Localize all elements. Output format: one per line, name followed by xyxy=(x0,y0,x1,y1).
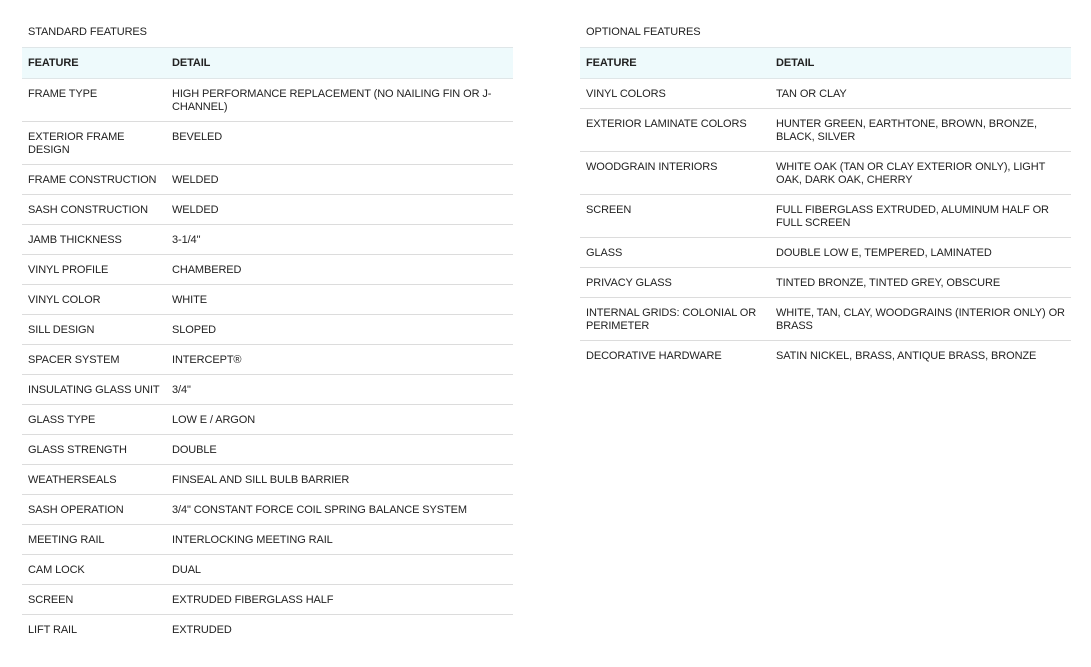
optional-features-title: OPTIONAL FEATURES xyxy=(586,26,701,38)
feature-cell: JAMB THICKNESS xyxy=(22,225,166,255)
feature-cell: WEATHERSEALS xyxy=(22,465,166,495)
feature-cell: VINYL PROFILE xyxy=(22,255,166,285)
table-row xyxy=(580,238,1071,268)
detail-column-header: DETAIL xyxy=(166,48,513,79)
feature-column-header: FEATURE xyxy=(580,48,770,79)
table-row xyxy=(580,152,1071,195)
detail-cell: WHITE xyxy=(166,285,513,315)
detail-cell: FULL FIBERGLASS EXTRUDED, ALUMINUM HALF OR FULL SCREEN xyxy=(770,195,1071,238)
detail-cell: TINTED BRONZE, TINTED GREY, OBSCURE xyxy=(770,268,1071,298)
table-row xyxy=(22,555,513,585)
table-row xyxy=(22,465,513,495)
standard-features-body xyxy=(22,79,513,645)
feature-cell: VINYL COLORS xyxy=(580,79,770,109)
table-row xyxy=(22,435,513,465)
feature-cell: SASH OPERATION xyxy=(22,495,166,525)
detail-cell: CHAMBERED xyxy=(166,255,513,285)
feature-cell: LIFT RAIL xyxy=(28,624,78,636)
table-row xyxy=(22,315,513,345)
feature-cell: GLASS TYPE xyxy=(22,405,166,435)
feature-cell: SPACER SYSTEM xyxy=(22,345,166,375)
table-row xyxy=(22,122,513,165)
detail-cell: DOUBLE xyxy=(166,435,513,465)
feature-cell: SCREEN xyxy=(580,195,770,238)
detail-cell: HIGH PERFORMANCE REPLACEMENT (NO NAILING FIN OR J-CHANNEL) xyxy=(166,79,513,122)
table-row xyxy=(580,195,1071,238)
detail-cell: INTERCEPT® xyxy=(166,345,513,375)
table-header-row xyxy=(22,48,513,79)
table-row xyxy=(580,268,1071,298)
table-row xyxy=(22,255,513,285)
table-row xyxy=(22,495,513,525)
detail-cell: WHITE OAK (TAN OR CLAY EXTERIOR ONLY), LIGHT OAK, DARK OAK, CHERRY xyxy=(770,152,1071,195)
detail-cell: EXTRUDED FIBERGLASS HALF xyxy=(166,585,513,615)
feature-cell: EXTERIOR FRAME DESIGN xyxy=(22,122,166,165)
detail-cell: SLOPED xyxy=(166,315,513,345)
detail-cell: DUAL xyxy=(166,555,513,585)
detail-cell: HUNTER GREEN, EARTHTONE, BROWN, BRONZE, BLACK, SILVER xyxy=(770,109,1071,152)
feature-cell: EXTERIOR LAMINATE COLORS xyxy=(580,109,770,152)
feature-cell: PRIVACY GLASS xyxy=(580,268,770,298)
detail-cell: FINSEAL AND SILL BULB BARRIER xyxy=(166,465,513,495)
feature-cell: WOODGRAIN INTERIORS xyxy=(580,152,770,195)
detail-cell: WELDED xyxy=(166,195,513,225)
feature-cell: FRAME TYPE xyxy=(22,79,166,122)
feature-cell: GLASS xyxy=(580,238,770,268)
table-row xyxy=(22,285,513,315)
table-row xyxy=(580,79,1071,109)
table-row xyxy=(22,195,513,225)
table-row xyxy=(22,405,513,435)
feature-cell: MEETING RAIL xyxy=(22,525,166,555)
optional-features-section xyxy=(580,0,1071,370)
table-row xyxy=(22,165,513,195)
table-row xyxy=(22,225,513,255)
feature-cell: CAM LOCK xyxy=(22,555,166,585)
detail-cell: 3/4" CONSTANT FORCE COIL SPRING BALANCE SYSTEM xyxy=(166,495,513,525)
detail-cell: TAN OR CLAY xyxy=(770,79,1071,109)
feature-cell: SASH CONSTRUCTION xyxy=(22,195,166,225)
table-row xyxy=(22,525,513,555)
table-header-row xyxy=(580,48,1071,79)
detail-cell: DOUBLE LOW E, TEMPERED, LAMINATED xyxy=(770,238,1071,268)
detail-cell: WHITE, TAN, CLAY, WOODGRAINS (INTERIOR ONLY) OR BRASS xyxy=(770,298,1071,341)
feature-cell: INTERNAL GRIDS: COLONIAL OR PERIMETER xyxy=(580,298,770,341)
feature-cell: DECORATIVE HARDWARE xyxy=(586,350,722,362)
feature-cell: INSULATING GLASS UNIT xyxy=(22,375,166,405)
detail-cell: WELDED xyxy=(166,165,513,195)
feature-cell: FRAME CONSTRUCTION xyxy=(22,165,166,195)
feature-cell: SILL DESIGN xyxy=(22,315,166,345)
standard-features-section xyxy=(22,0,513,644)
detail-cell: LOW E / ARGON xyxy=(166,405,513,435)
feature-column-header: FEATURE xyxy=(22,48,166,79)
table-row xyxy=(580,298,1071,341)
detail-cell: SATIN NICKEL, BRASS, ANTIQUE BRASS, BRONZE xyxy=(776,350,1037,362)
detail-cell: BEVELED xyxy=(166,122,513,165)
detail-cell: 3-1/4" xyxy=(166,225,513,255)
feature-cell: VINYL COLOR xyxy=(22,285,166,315)
feature-cell: SCREEN xyxy=(22,585,166,615)
optional-features-table xyxy=(580,47,1071,370)
standard-features-table xyxy=(22,47,513,644)
table-row xyxy=(580,341,1071,371)
feature-cell: GLASS STRENGTH xyxy=(22,435,166,465)
detail-cell: EXTRUDED xyxy=(172,624,232,636)
table-row xyxy=(22,79,513,122)
standard-features-title: STANDARD FEATURES xyxy=(28,26,147,38)
detail-cell: INTERLOCKING MEETING RAIL xyxy=(166,525,513,555)
table-row xyxy=(22,345,513,375)
table-row xyxy=(22,585,513,615)
detail-column-header: DETAIL xyxy=(770,48,1071,79)
detail-cell: 3/4" xyxy=(166,375,513,405)
optional-features-body xyxy=(580,79,1071,371)
table-row xyxy=(22,375,513,405)
table-row xyxy=(580,109,1071,152)
table-row xyxy=(22,615,513,645)
